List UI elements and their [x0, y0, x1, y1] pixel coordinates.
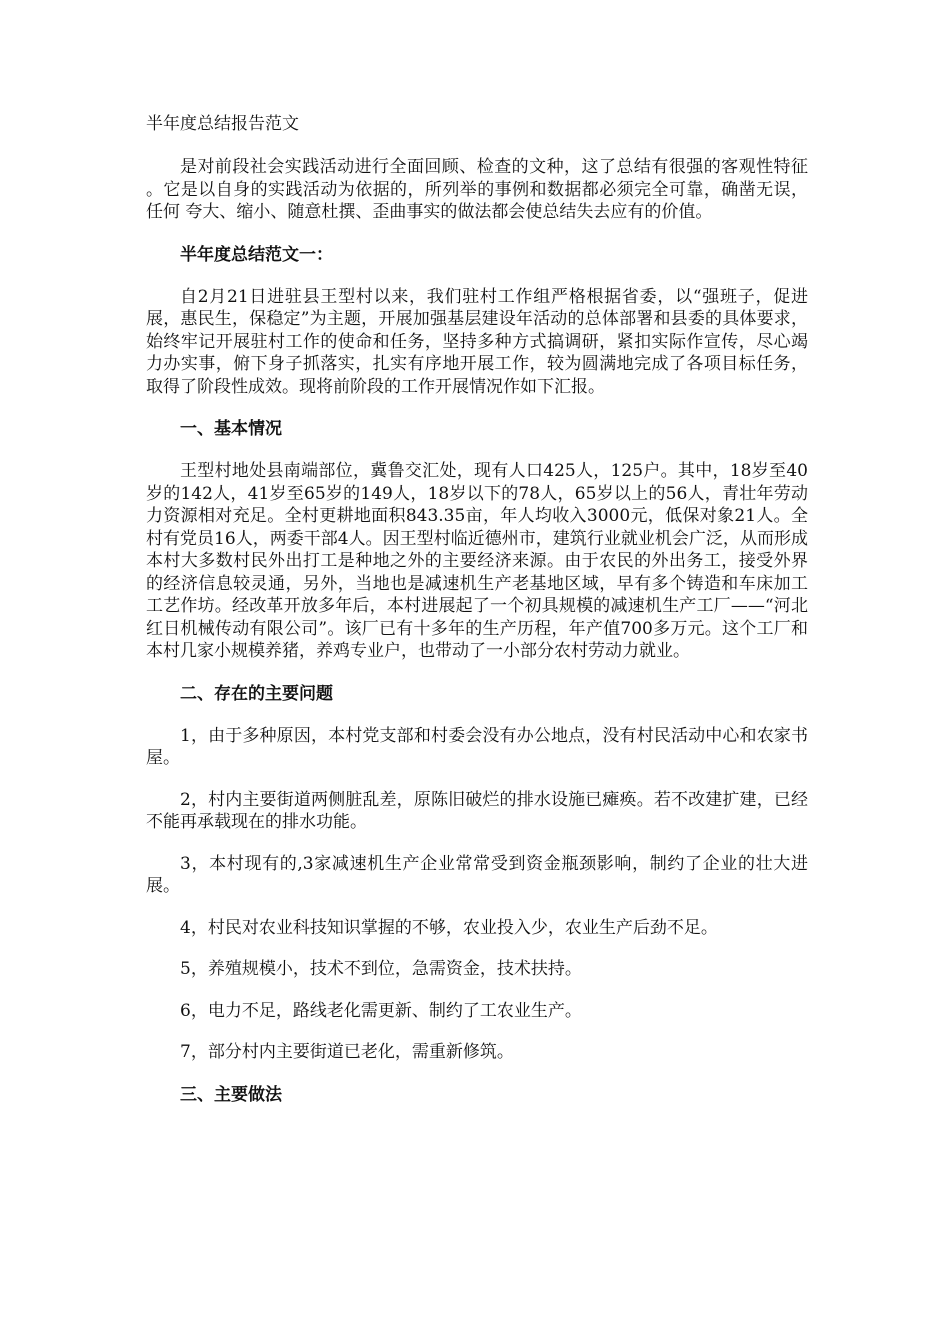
section1-heading: 一、基本情况	[180, 419, 282, 439]
problem-item-3: 3，本村现有的,3家减速机生产企业常常受到资金瓶颈影响，制约了企业的壮大进展。	[146, 853, 808, 896]
section2-heading: 二、存在的主要问题	[180, 683, 333, 704]
problem-item-2: 2，村内主要街道两侧脏乱差，原陈旧破烂的排水设施已瘫痪。若不改建扩建，已经不能再承载现在的排水功能。	[146, 789, 808, 832]
section1-paragraph: 王型村地处县南端部位，冀鲁交汇处，现有人口425人，125户。其中，18岁至40岁的142人，41岁至65岁的149人，18岁以下的78人，65岁以上的56人，青壮年劳动力资源相对充足。全村更耕地面积843.35亩，年人均收入3000元，低保对象21人。全村有党员16人，两委干部4人。因王型村临近德州市，建筑行业就业机会广泛，从而形成本村大多数村民外出打工是种地之外的主要经济来源。由于农民的外出务工，接受外界的经济信息较灵通，另外，当地也是减速机生产老基地区域，早有多个铸造和车床加工工艺作坊。经改革开放多年后，本村进展起了一个初具规模的减速机生产工厂——“河北红日机械传动有限公司”。该厂已有十多年的生产历程，年产值700多万元。这个工厂和本村几家小规模养猪，养鸡专业户，也带动了一小部分农村劳动力就业。	[146, 461, 808, 661]
problem-item-1: 1，由于多种原因，本村党支部和村委会没有办公地点，没有村民活动中心和农家书屋。	[146, 725, 808, 768]
problem-item-5: 5，养殖规模小，技术不到位，急需资金，技术扶持。	[180, 959, 582, 979]
intro-paragraph: 是对前段社会实践活动进行全面回顾、检查的文种，这了总结有很强的客观性特征 。它是以自身的实践活动为依据的，所列举的事例和数据都必须完全可靠，确凿无误，任何 夸大、缩小、随意杜撰、歪曲事实的做法都会使总结失去应有的价值。	[146, 157, 808, 222]
sample-heading: 半年度总结范文一：	[180, 244, 333, 265]
problem-item-4: 4，村民对农业科技知识掌握的不够，农业投入少，农业生产后劲不足。	[180, 917, 718, 938]
problem-item-6: 6，电力不足，路线老化需更新、制约了工农业生产。	[180, 1000, 582, 1021]
document-title: 半年度总结报告范文	[146, 114, 299, 134]
document-page	[146, 112, 808, 1126]
section3-heading: 三、主要做法	[180, 1084, 282, 1105]
problem-item-7: 7，部分村内主要街道已老化，需重新修筑。	[180, 1042, 514, 1062]
opening-paragraph: 自2月21日进驻县王型村以来，我们驻村工作组严格根据省委，以“强班子，促进展，惠民生，保稳定”为主题，开展加强基层建设年活动的总体部署和县委的具体要求，始终牢记开展驻村工作的使命和任务，坚持多种方式搞调研，紧扣实际作宣传，尽心竭力办实事，俯下身子抓落实，扎实有序地开展工作，较为圆满地完成了各项目标任务，取得了阶段性成效。现将前阶段的工作开展情况作如下汇报。	[146, 286, 808, 397]
